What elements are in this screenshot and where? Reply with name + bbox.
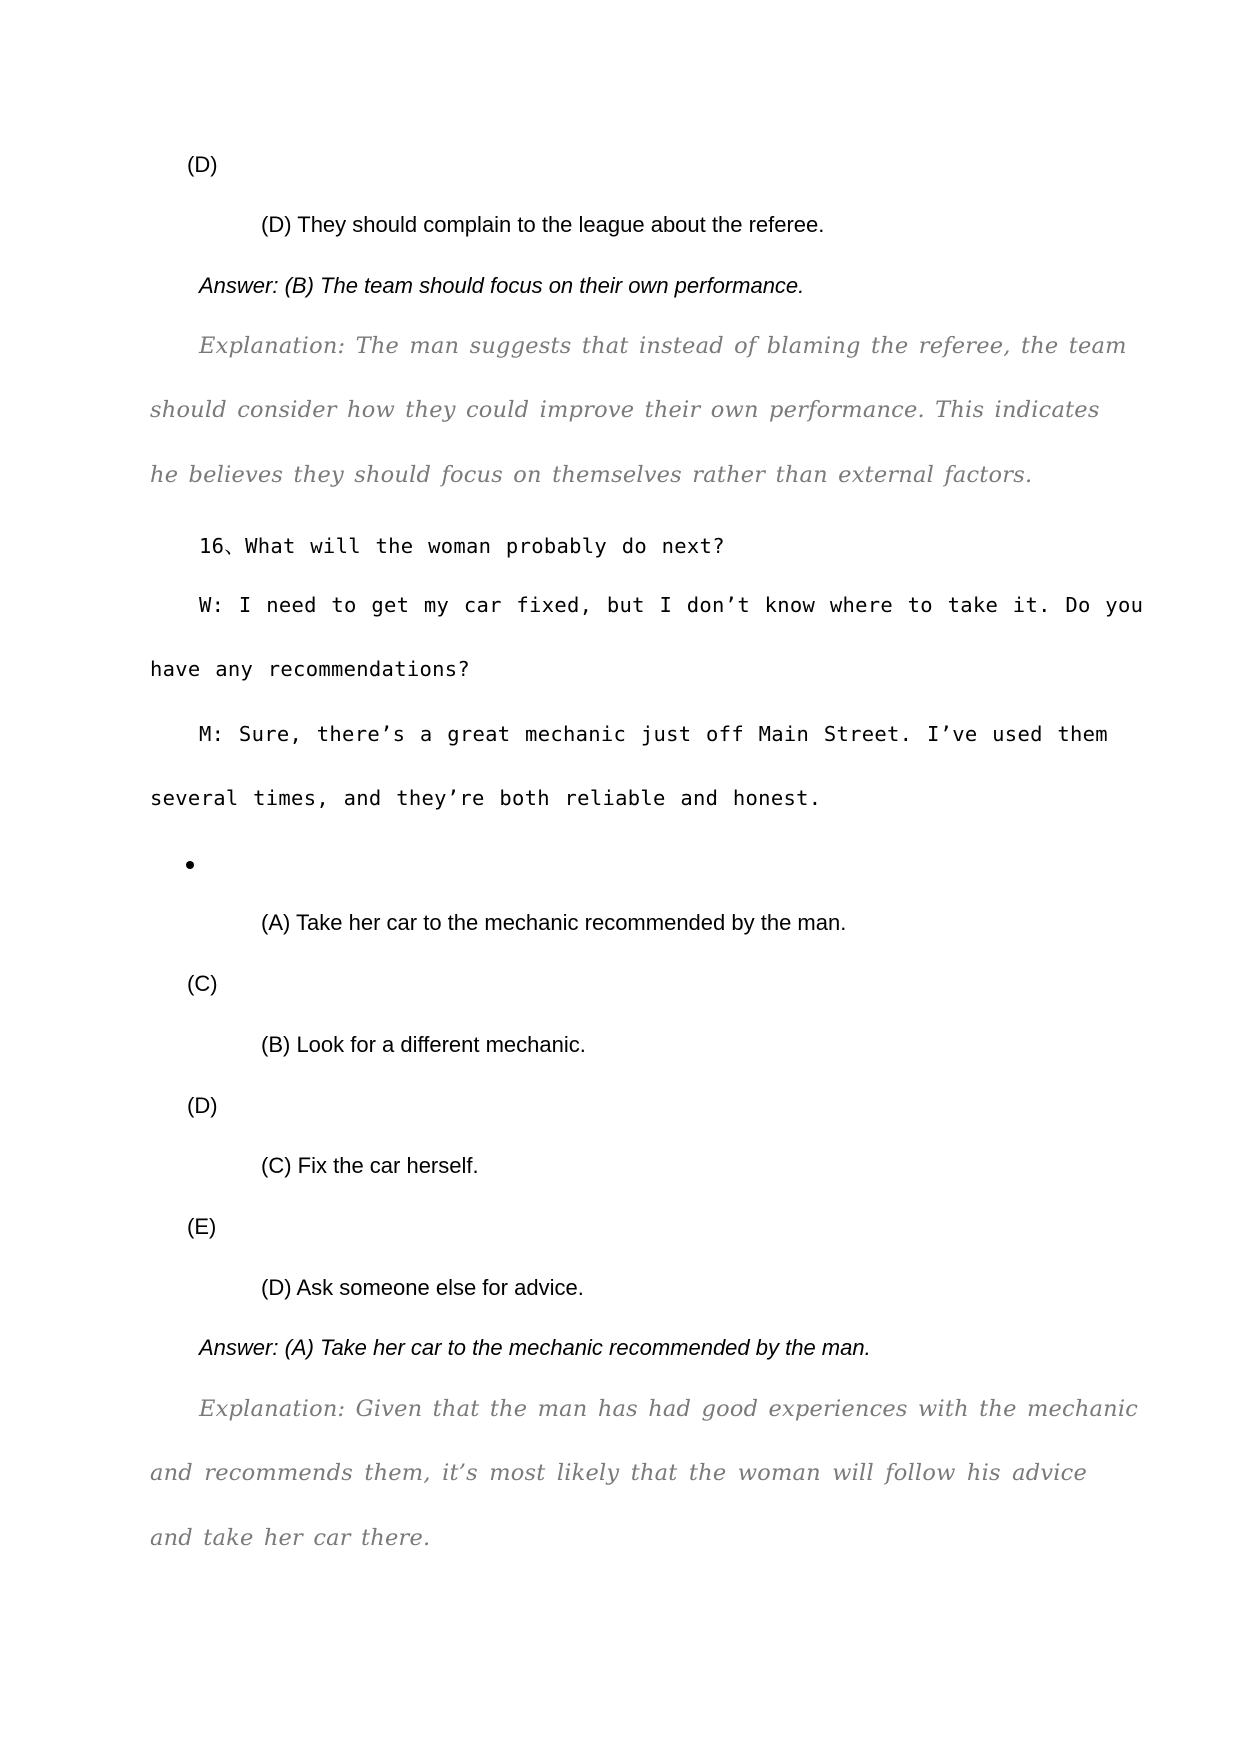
list-marker: (E) <box>187 1214 217 1239</box>
explanation-line: he believes they should focus on themselves rather than external factors. <box>150 462 1033 488</box>
dialogue-line: M: Sure, there’s a great mechanic just off Main Street. I’ve used them <box>199 722 1108 746</box>
option-a: (A) Take her car to the mechanic recommended by the man. <box>261 910 847 935</box>
answer-line: Answer: (B) The team should focus on their own performance. <box>199 273 805 298</box>
list-marker: (D) <box>187 1093 218 1118</box>
option-d: (D) They should complain to the league about the referee. <box>261 212 825 237</box>
explanation-line: Explanation: The man suggests that instead of blaming the referee, the team <box>199 333 1127 359</box>
list-marker: (D) <box>187 152 218 177</box>
explanation-line: Explanation: Given that the man has had good experiences with the mechanic <box>199 1396 1139 1422</box>
dialogue-line: several times, and they’re both reliable and honest. <box>150 786 822 810</box>
explanation-line: should consider how they could improve their own performance. This indicates <box>150 397 1100 423</box>
list-marker: (C) <box>187 971 218 996</box>
dialogue-line: have any recommendations? <box>150 657 471 681</box>
question-title: 16、What will the woman probably do next? <box>199 534 725 558</box>
explanation-line: and take her car there. <box>150 1525 431 1551</box>
option-d: (D) Ask someone else for advice. <box>261 1275 584 1300</box>
option-c: (C) Fix the car herself. <box>261 1153 479 1178</box>
dialogue-line: W: I need to get my car fixed, but I don’t know where to take it. Do you <box>199 593 1144 617</box>
bullet-icon <box>186 861 194 869</box>
answer-line: Answer: (A) Take her car to the mechanic recommended by the man. <box>199 1335 871 1360</box>
explanation-line: and recommends them, it’s most likely that the woman will follow his advice <box>150 1460 1087 1486</box>
option-b: (B) Look for a different mechanic. <box>261 1032 586 1057</box>
